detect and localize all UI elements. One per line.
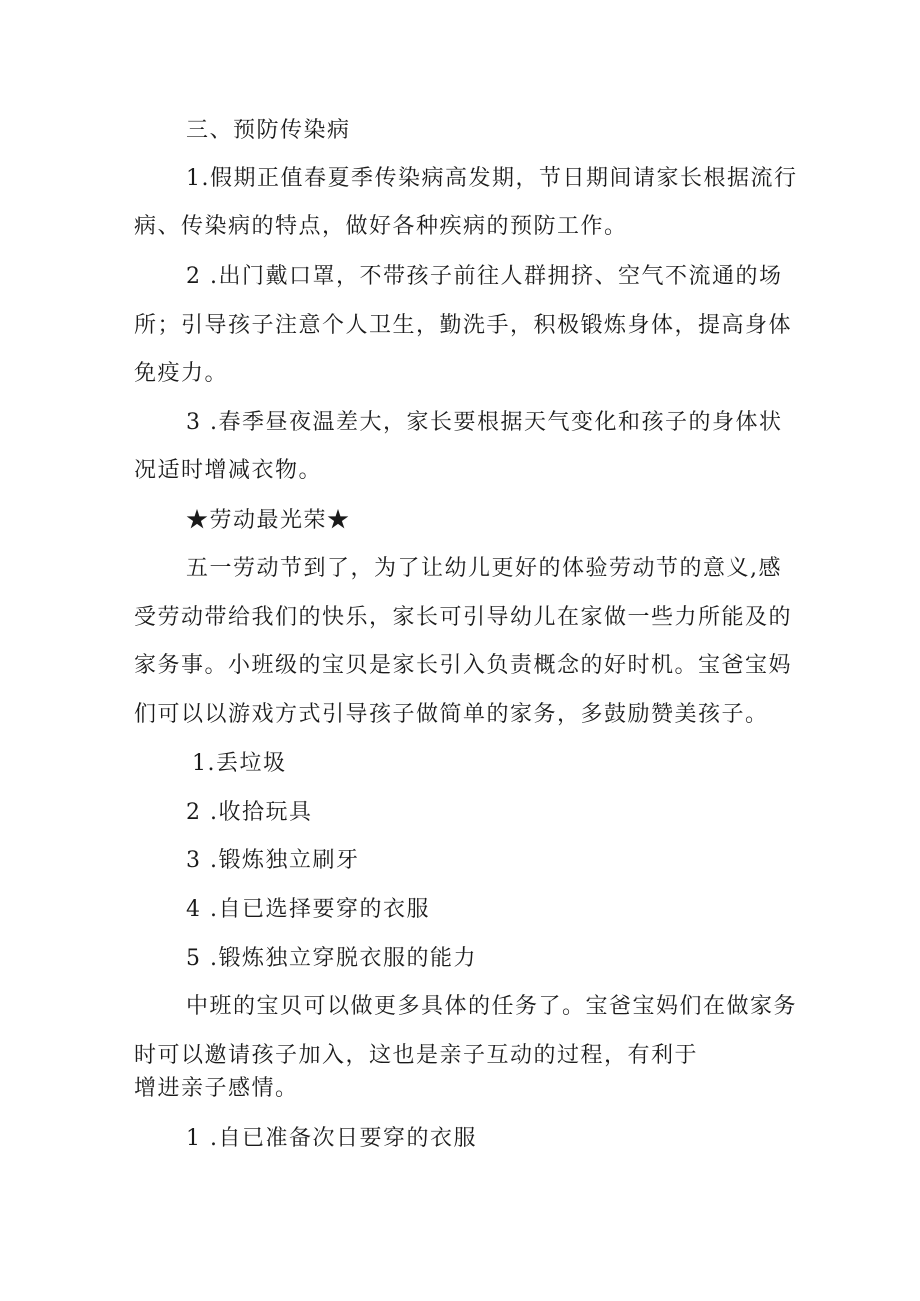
paragraph-line: 中班的宝贝可以做更多具体的任务了。宝爸宝妈们在做家务 (186, 994, 798, 1019)
paragraph-line: 们可以以游戏方式引导孩子做简单的家务，多鼓励赞美孩子。 (134, 702, 769, 727)
list-item: 1.丢垃圾 (192, 751, 287, 776)
paragraph-line: 2 .出门戴口罩，不带孩子前往人群拥挤、空气不流通的场 (186, 264, 783, 289)
paragraph-line: 受劳动带给我们的快乐，家长可引导幼儿在家做一些力所能及的 (134, 605, 793, 630)
paragraph-line: 时可以邀请孩子加入，这也是亲子互动的过程，有利于 (134, 1043, 699, 1068)
paragraph-line: 1.假期正值春夏季传染病高发期，节日期间请家长根据流行 (186, 166, 798, 191)
paragraph-line: 况适时增减衣物。 (134, 458, 323, 483)
labor-heading: ★劳动最光荣★ (186, 508, 351, 533)
paragraph-line: 病、传染病的特点，做好各种疾病的预防工作。 (134, 214, 628, 239)
paragraph-line: 家务事。小班级的宝贝是家长引入负责概念的好时机。宝爸宝妈 (134, 653, 793, 678)
list-item: 5 .锻炼独立穿脱衣服的能力 (186, 946, 477, 971)
paragraph-line: 增进亲子感情。 (134, 1076, 299, 1101)
list-item: 3 .锻炼独立刷牙 (186, 848, 360, 873)
section-heading: 三、预防传染病 (186, 118, 351, 143)
paragraph-line: 3 .春季昼夜温差大，家长要根据天气变化和孩子的身体状 (186, 410, 783, 435)
list-item: 1 .自已准备次日要穿的衣服 (186, 1126, 477, 1151)
paragraph-line: 五一劳动节到了，为了让幼儿更好的体验劳动节的意义,感 (186, 556, 782, 581)
list-item: 2 .收拾玩具 (186, 800, 313, 825)
list-item: 4 .自已选择要穿的衣服 (186, 897, 430, 922)
paragraph-line: 所；引导孩子注意个人卫生，勤洗手，积极锻炼身体，提高身体 (134, 313, 793, 338)
paragraph-line: 免疫力。 (134, 361, 229, 386)
